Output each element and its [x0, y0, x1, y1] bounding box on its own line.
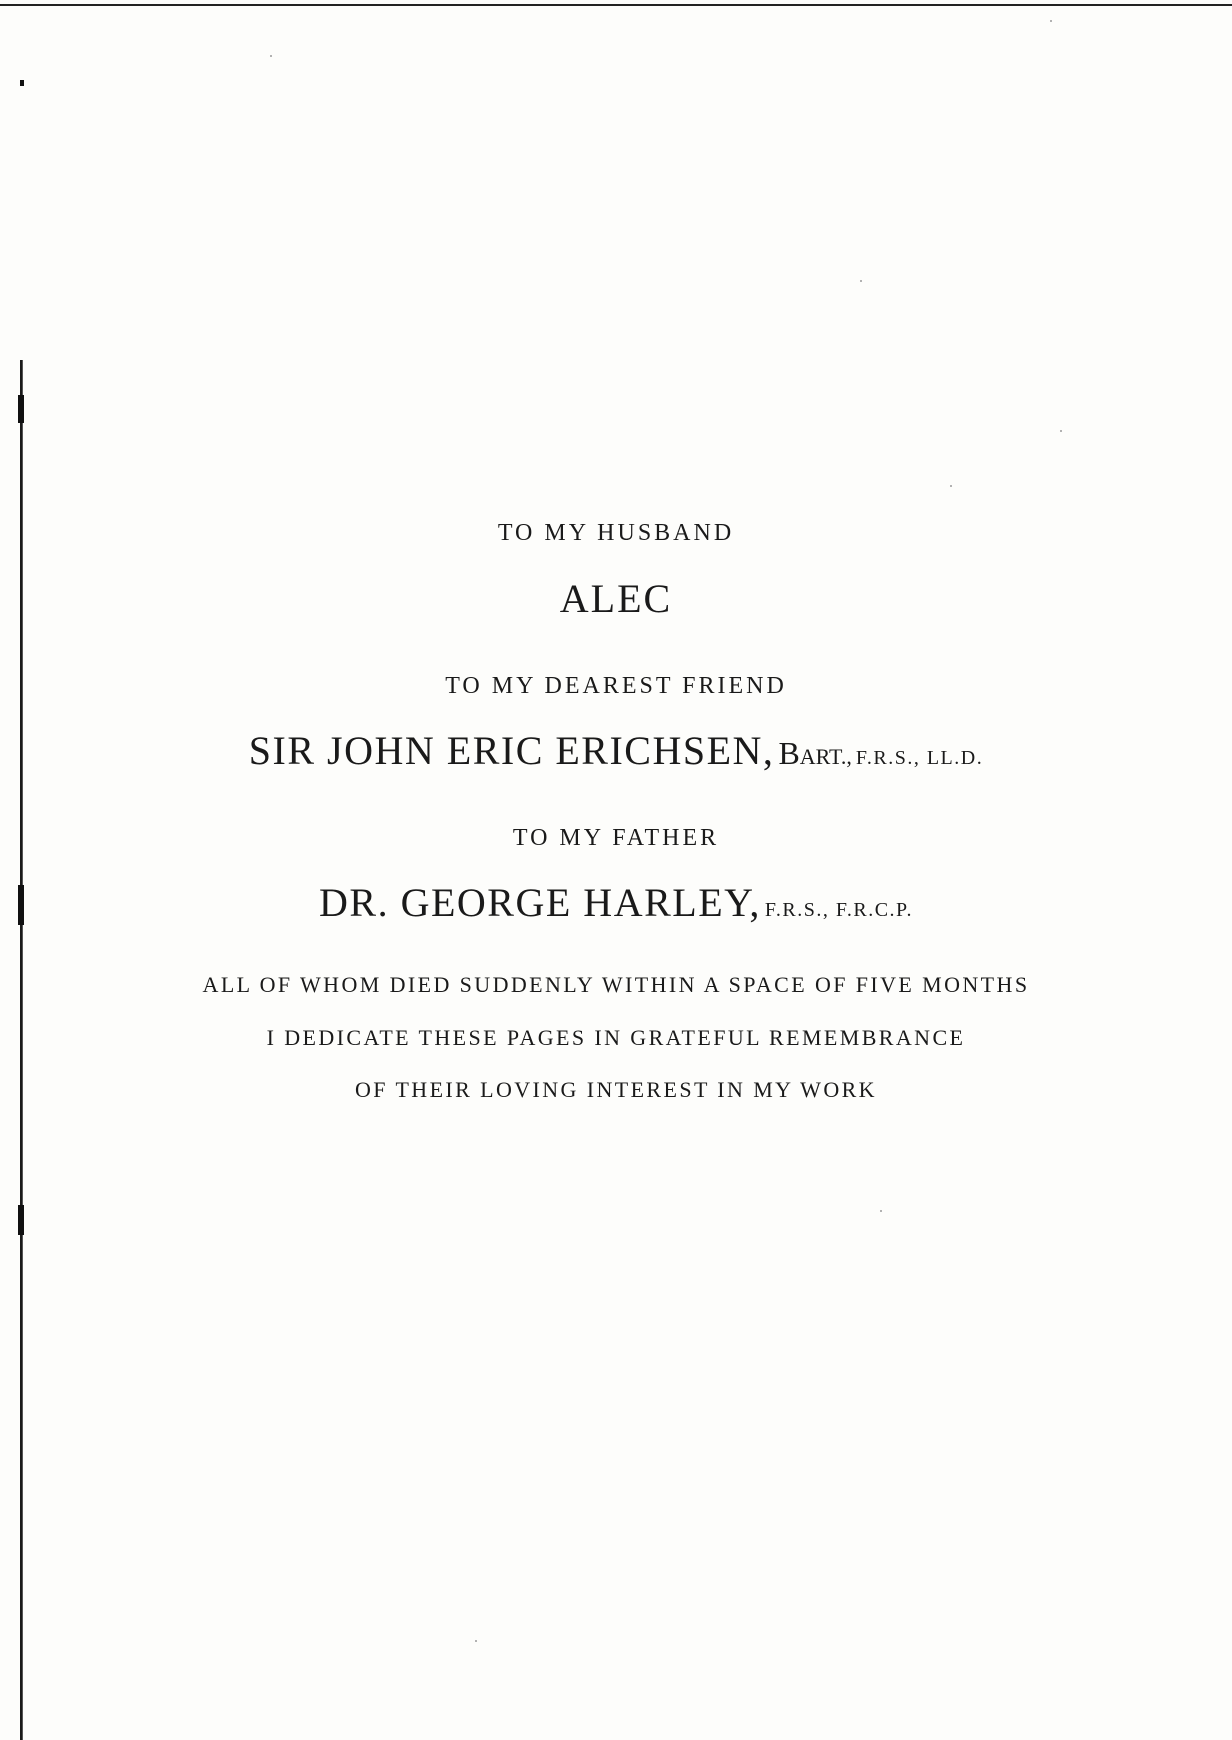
erichsen-bart-initial: B [778, 735, 800, 771]
dedication-name-alec: ALEC [559, 576, 673, 621]
dedication-name-erichsen [0, 727, 1232, 774]
paper-speck [880, 1210, 882, 1212]
dedication-line-friend [0, 673, 1232, 700]
dedication-line-dedicate: I DEDICATE THESE PAGES IN GRATEFUL REMEMBRANCE [266, 1025, 966, 1050]
dedication-name-harley [0, 879, 1232, 926]
paper-speck [475, 1640, 477, 1642]
binding-mark [20, 80, 24, 86]
paper-speck [860, 280, 862, 282]
erichsen-bart-rest: ART., [799, 744, 852, 769]
paper-speck [1050, 20, 1052, 22]
paper-speck [270, 55, 272, 57]
erichsen-name: SIR JOHN ERIC ERICHSEN, [248, 728, 775, 773]
top-page-edge [0, 4, 1232, 6]
harley-honours: F.R.S., F.R.C.P. [764, 899, 913, 921]
dedication-line-father: TO MY FATHER [512, 825, 720, 851]
binding-mark [18, 1205, 24, 1235]
dedication-line-whom: ALL OF WHOM DIED SUDDENLY WITHIN A SPACE OF FIVE MONTHS [202, 972, 1030, 997]
paper-speck [1060, 430, 1062, 432]
erichsen-honours: F.R.S., LL.D. [855, 747, 984, 769]
dedication-line-husband: TO MY HUSBAND [497, 520, 735, 546]
paper-speck [950, 485, 952, 487]
harley-name: DR. GEORGE HARLEY, [319, 880, 761, 925]
dedication-line-interest: OF THEIR LOVING INTEREST IN MY WORK [355, 1077, 877, 1102]
binding-mark [18, 395, 24, 423]
friend-intro-text: TO MY DEAREST FRIEND [445, 673, 787, 699]
